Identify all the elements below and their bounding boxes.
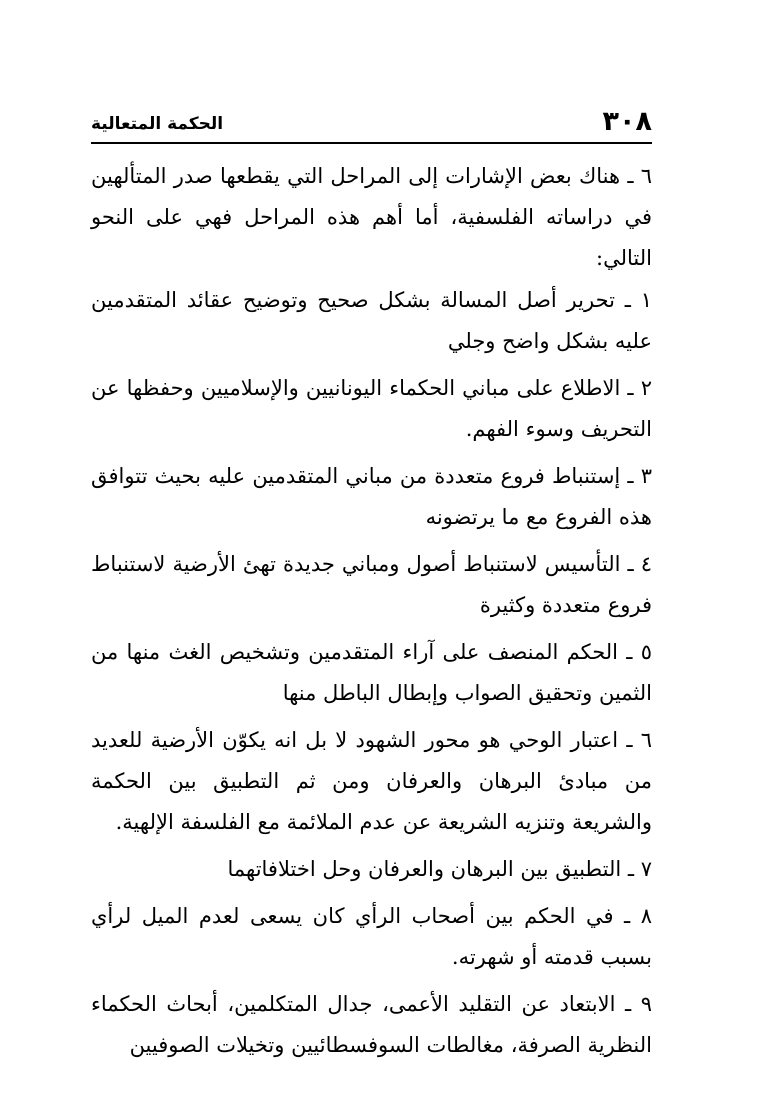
body-text — [91, 156, 652, 1072]
list-item: ٤ ـ التأسيس لاستنباط أصول ومباني جديدة تهئ الأرضية لاستنباط فروع متعددة وكثيرة — [91, 552, 652, 617]
list-item: ٧ ـ التطبيق بين البرهان والعرفان وحل اختلافاتهما — [227, 857, 652, 881]
list-item: ٥ ـ الحكم المنصف على آراء المتقدمين وتشخيص الغث منها من الثمين وتحقيق الصواب وإبطال الباطل منها — [91, 640, 652, 705]
list-item: ٨ ـ في الحكم بين أصحاب الرأي كان يسعى لعدم الميل لرأي بسبب قدمته أو شهرته. — [91, 904, 652, 969]
list-item: ٩ ـ الابتعاد عن التقليد الأعمى، جدال المتكلمين، أبحاث الحكماء النظرية الصرفة، مغالطات السوفسطائيين وتخيلات الصوفيين — [91, 992, 652, 1057]
page-number: ٣٠٨ — [602, 106, 652, 137]
list-item: ٣ ـ إستنباط فروع متعددة من مباني المتقدمين عليه بحيث تتوافق هذه الفروع مع ما يرتضونه — [91, 464, 652, 529]
running-title: الحكمة المتعالية — [91, 114, 224, 134]
header-divider — [91, 142, 652, 144]
list-item: ١ ـ تحرير أصل المسالة بشكل صحيح وتوضيح عقائد المتقدمين عليه بشكل واضح وجلي — [91, 288, 652, 353]
list-item: ٦ ـ اعتبار الوحي هو محور الشهود لا بل انه يكوّن الأرضية للعديد من مبادئ البرهان والعرفان ومن ثم التطبيق بين الحكمة والشريعة وتنزيه الشريعة عن عدم الملائمة مع الفلسفة الإلهية. — [91, 728, 652, 834]
intro-paragraph: ٦ ـ هناك بعض الإشارات إلى المراحل التي يقطعها صدر المتألهين في دراساته الفلسفية، أما أهم هذه المراحل فهي على النحو التالي: — [91, 164, 652, 270]
list-item: ٢ ـ الاطلاع على مباني الحكماء اليونانيين والإسلاميين وحفظها عن التحريف وسوء الفهم. — [91, 376, 652, 441]
page-header — [91, 105, 652, 145]
